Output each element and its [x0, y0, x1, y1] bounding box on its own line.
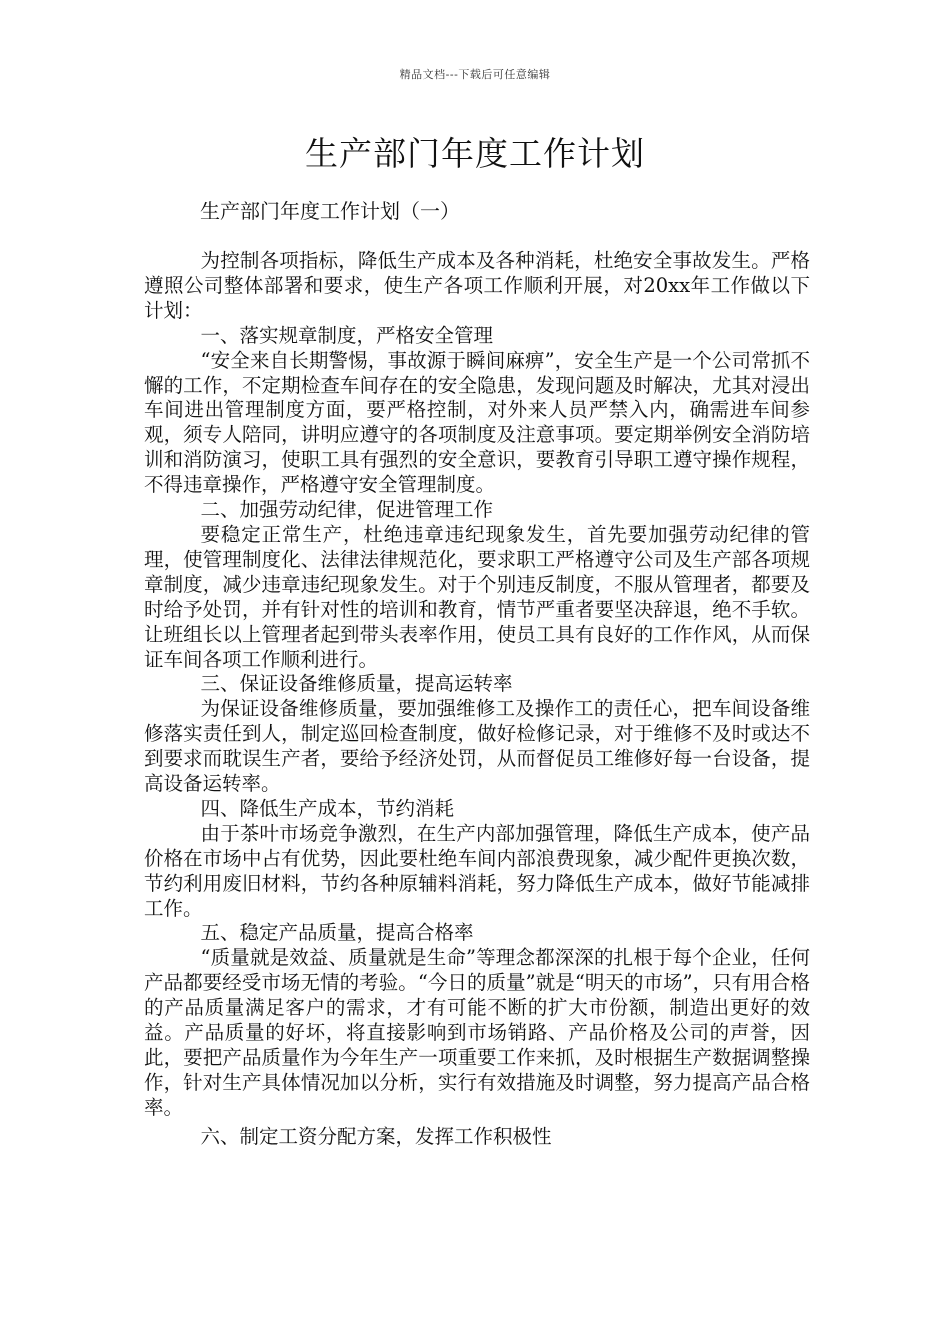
section-4-body: 由于茶叶市场竞争激烈，在生产内部加强管理，降低生产成本，使产品价格在市场中占有优势，因此要杜绝车间内部浪费现象，减少配件更换次数，节约利用废旧材料，节约各种原辅料消耗，努力降低生产成本，做好节能减排工作。 [144, 821, 810, 920]
section-1-body: “安全来自长期警惕，事故源于瞬间麻痹”，安全生产是一个公司常抓不懈的工作，不定期检查车间存在的安全隐患，发现问题及时解决，尤其对浸出车间进出管理制度方面，要严格控制，对外来人员严禁入内，确需进车间参观，须专人陪同，讲明应遵守的各项制度及注意事项。要定期举例安全消防培训和消防演习，使职工具有强烈的安全意识，要教育引导职工遵守操作规程，不得违章操作，严格遵守安全管理制度。 [144, 348, 810, 497]
intro-paragraph: 为控制各项指标，降低生产成本及各种消耗，杜绝安全事故发生。严格遵照公司整体部署和要求，使生产各项工作顺利开展，对20xx年工作做以下计划： [144, 249, 810, 322]
section-4-heading: 四、降低生产成本，节约消耗 [200, 796, 455, 820]
section-2-body: 要稳定正常生产，杜绝违章违纪现象发生，首先要加强劳动纪律的管理，使管理制度化、法律法律规范化，要求职工严格遵守公司及生产部各项规章制度，减少违章违纪现象发生。对于个别违反制度，不服从管理者，都要及时给予处罚，并有针对性的培训和教育，情节严重者要坚决辞退，绝不手软。让班组长以上管理者起到带头表率作用，使员工具有良好的工作作风，从而保证车间各项工作顺利进行。 [144, 522, 810, 671]
section-2-heading: 二、加强劳动纪律，促进管理工作 [200, 498, 494, 522]
section-5-body: “质量就是效益、质量就是生命”等理念都深深的扎根于每个企业，任何产品都要经受市场无情的考验。“今日的质量”就是“明天的市场”，只有用合格的产品质量满足客户的需求，才有可能不断的扩大市份额，制造出更好的效益。产品质量的好坏，将直接影响到市场销路、产品价格及公司的声誉，因此，要把产品质量作为今年生产一项重要工作来抓，及时根据生产数据调整操作，针对生产具体情况加以分析，实行有效措施及时调整，努力提高产品合格率。 [144, 946, 810, 1119]
document-subtitle: 生产部门年度工作计划（一） [200, 199, 460, 223]
document-body [144, 249, 810, 1150]
document-title: 生产部门年度工作计划 [305, 134, 645, 173]
section-5-heading: 五、稳定产品质量，提高合格率 [200, 921, 474, 945]
section-1-heading: 一、落实规章制度，严格安全管理 [200, 323, 494, 347]
header-note: 精品文档---下载后可任意编辑 [399, 68, 551, 81]
section-3-body: 为保证设备维修质量，要加强维修工及操作工的责任心，把车间设备维修落实责任到人，制定巡回检查制度，做好检修记录，对于维修不及时或达不到要求而耽误生产者，要给予经济处罚，从而督促员工维修好每一台设备，提高设备运转率。 [144, 697, 810, 796]
section-6-heading: 六、制定工资分配方案，发挥工作积极性 [200, 1124, 552, 1148]
section-3-heading: 三、保证设备维修质量，提高运转率 [200, 672, 513, 696]
